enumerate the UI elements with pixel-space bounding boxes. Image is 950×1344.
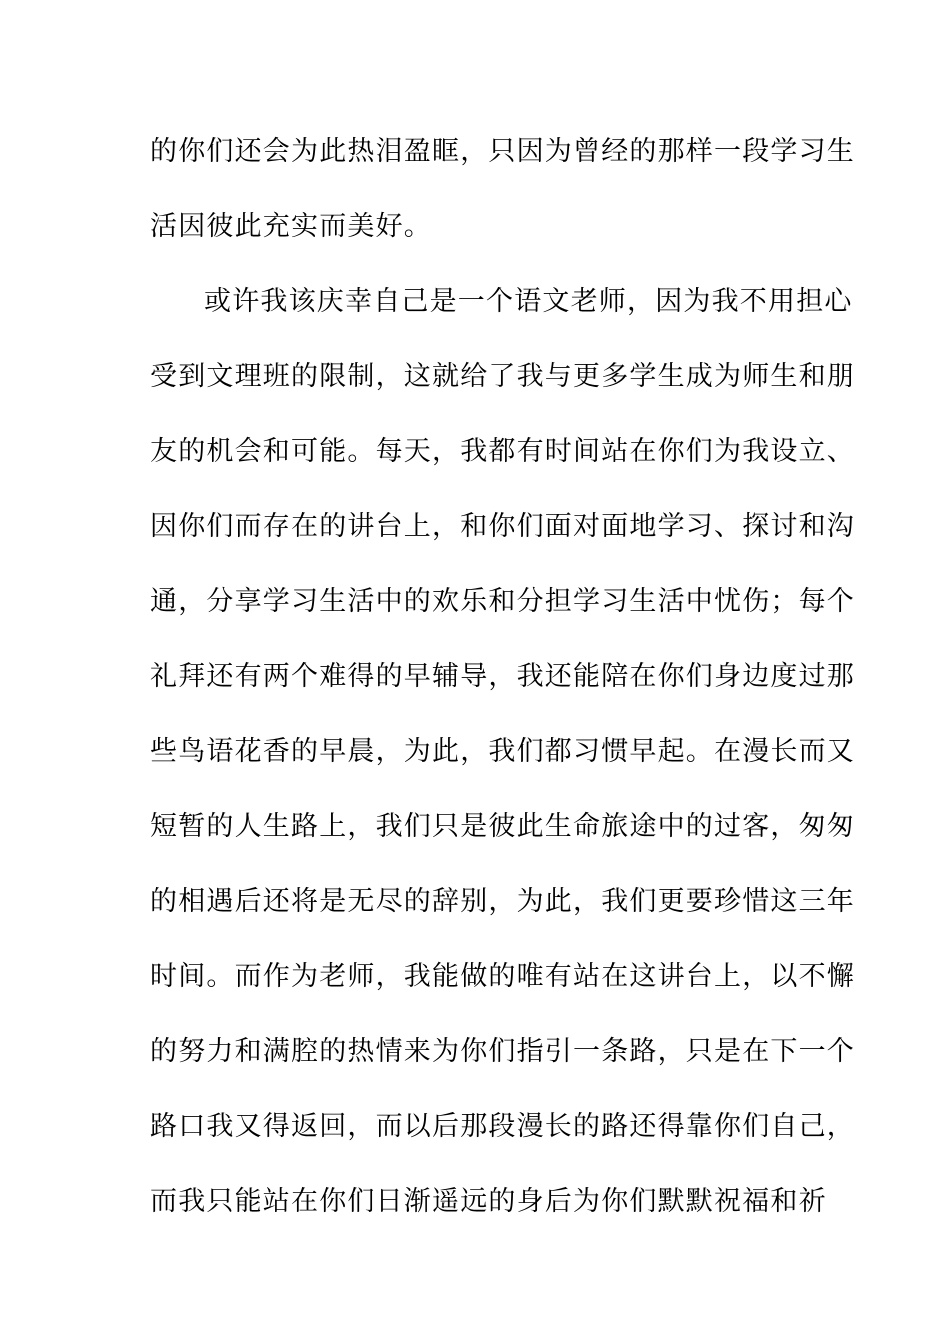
paragraph-2-line-9: 的相遇后还将是无尽的辞别，为此，我们更要珍惜这三年: [150, 886, 855, 917]
paragraph-2-line-12: 路口我又得返回，而以后那段漫长的路还得靠你们自己，: [150, 1111, 855, 1142]
paragraph-2-line-11: 的努力和满腔的热情来为你们指引一条路，只是在下一个: [150, 1036, 855, 1067]
paragraph-2-line-13: 而我只能站在你们日渐遥远的身后为你们默默祝福和祈: [150, 1186, 827, 1217]
paragraph-2-line-7: 些鸟语花香的早晨，为此，我们都习惯早起。在漫长而又: [150, 736, 855, 767]
paragraph-2-line-5: 通，分享学习生活中的欢乐和分担学习生活中忧伤；每个: [150, 586, 855, 617]
paragraph-2-line-10: 时间。而作为老师，我能做的唯有站在这讲台上，以不懈: [150, 961, 855, 992]
paragraph-2-line-2: 受到文理班的限制，这就给了我与更多学生成为师生和朋: [150, 361, 855, 392]
paragraph-2-line-3: 友的机会和可能。每天，我都有时间站在你们为我设立、: [150, 436, 855, 467]
paragraph-2-line-1: 或许我该庆幸自己是一个语文老师，因为我不用担心: [204, 286, 853, 317]
paragraph-2-line-6: 礼拜还有两个难得的早辅导，我还能陪在你们身边度过那: [150, 661, 855, 692]
document-body: [150, 128, 855, 1253]
paragraph-1-line-1: 的你们还会为此热泪盈眶，只因为曾经的那样一段学习生: [150, 136, 855, 167]
paragraph-2-line-8: 短暂的人生路上，我们只是彼此生命旅途中的过客，匆匆: [150, 811, 855, 842]
paragraph-2-line-4: 因你们而存在的讲台上，和你们面对面地学习、探讨和沟: [150, 511, 855, 542]
paragraph-1-line-2: 活因彼此充实而美好。: [150, 211, 432, 242]
